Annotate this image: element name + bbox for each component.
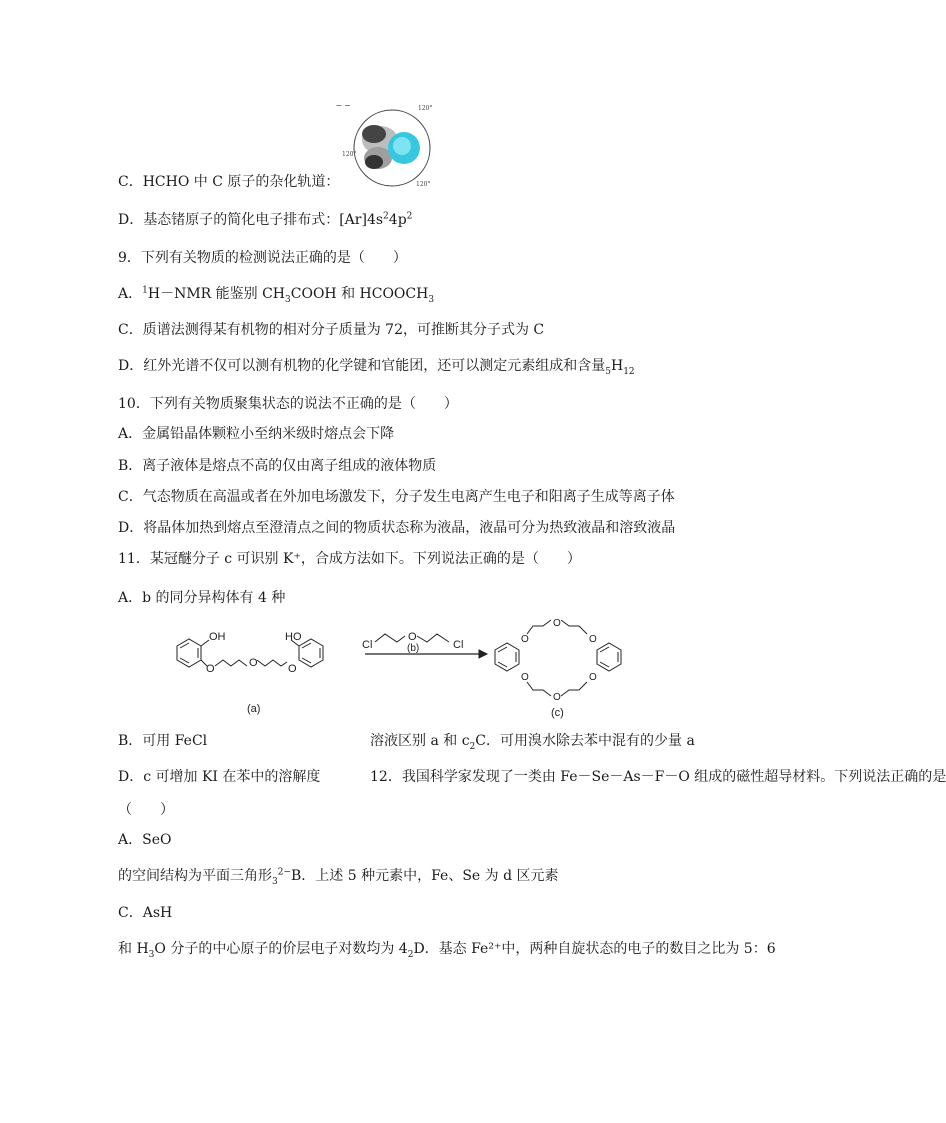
svg-text:O: O — [521, 672, 529, 683]
angle-label: 120° — [342, 151, 357, 158]
option-11a: B．可用 FeCl — [118, 733, 208, 749]
compound-a — [177, 631, 323, 715]
angle-label: 120° — [418, 105, 433, 112]
question-11: A．b 的同分异构体有 4 种 — [118, 590, 286, 606]
svg-text:O: O — [589, 672, 597, 683]
option-12a: 的空间结构为平面三角形$_3^{2-}$B．上述 5 种元素中，Fe、Se 为 d 区元素 — [118, 867, 559, 887]
svg-text:O: O — [589, 634, 597, 645]
svg-text:O: O — [553, 692, 561, 703]
option-8d: D．基态锗原子的简化电子排布式：$[Ar]4s^24p^2$ — [118, 211, 413, 228]
angle-label: 120° — [416, 181, 431, 188]
svg-text:HO: HO — [285, 631, 302, 643]
option-11b: 溶液区别 a 和 $c_2C$．可用溴水除去苯中混有的少量 a — [370, 733, 695, 752]
svg-text:O: O — [521, 634, 529, 645]
svg-text:O: O — [249, 657, 258, 669]
option-10d: 11．某冠醚分子 c 可识别 K⁺，合成方法如下。下列说法正确的是（ ） — [118, 551, 581, 567]
option-8c: C．HCHO 中 C 原子的杂化轨道： — [118, 174, 340, 190]
label-a: (a) — [247, 703, 261, 715]
question-10: A．金属铅晶体颗粒小至纳米级时熔点会下降 — [118, 426, 395, 442]
option-9d: 10．下列有关物质聚集状态的说法不正确的是（ ） — [118, 396, 458, 412]
option-11d: 12．我国科学家发现了一类由 Fe－Se－As－F－O 组成的磁性超导材料。下列说法正确的是 — [370, 769, 946, 785]
svg-text:O: O — [288, 663, 297, 675]
option-10a: B．离子液体是熔点不高的仅由离子组成的液体物质 — [118, 458, 437, 474]
option-11c: D．c 可增加 KI 在苯中的溶解度 — [118, 769, 321, 785]
option-9b: C．质谱法测得某有机物的相对分子质量为 72，可推断其分子式为 C — [118, 322, 545, 338]
label-c: (c) — [551, 707, 564, 719]
option-12b: C．AsH — [118, 905, 173, 921]
reaction-arrow — [362, 631, 487, 658]
fig-top-dashes: ‒ ‒ — [336, 101, 351, 111]
question-12-paren: A．SeO — [118, 832, 172, 848]
question-9: 9．下列有关物质的检测说法正确的是（ ） — [118, 250, 407, 266]
question-12: （ ） — [118, 802, 174, 818]
hybrid-orbital-figure — [330, 96, 450, 192]
option-10b: C．气态物质在高温或者在外加电场激发下，分子发生电离产生电子和阳离子生成等离子体 — [118, 489, 675, 505]
svg-text:O: O — [408, 631, 417, 643]
compound-c — [495, 618, 621, 719]
svg-text:OH: OH — [209, 631, 226, 643]
option-10c: D．将晶体加热到熔点至澄清点之间的物质状态称为液晶，液晶可分为热致液晶和溶致液晶 — [118, 520, 676, 536]
option-12c: 和 $H_3O$ 分子的中心原子的价层电子对数均为 $4_2D$．基态 Fe²⁺中，两种自旋状态的电子的数目之比为 5：6 — [118, 941, 776, 960]
svg-text:Cl: Cl — [453, 639, 464, 651]
svg-text:(b): (b) — [407, 643, 420, 654]
svg-text:O: O — [206, 663, 215, 675]
svg-text:Cl: Cl — [362, 639, 373, 651]
reaction-scheme — [165, 620, 635, 720]
svg-text:O: O — [553, 618, 561, 629]
option-9c: D．红外光谱不仅可以测有机物的化学键和官能团，还可以测定元素组成和含量$_5H_{12}$ — [118, 358, 635, 377]
option-9a: A．$^1$H－NMR 能鉴别 $CH_3COOH$ 和 $HCOOCH_3$ — [118, 285, 435, 305]
